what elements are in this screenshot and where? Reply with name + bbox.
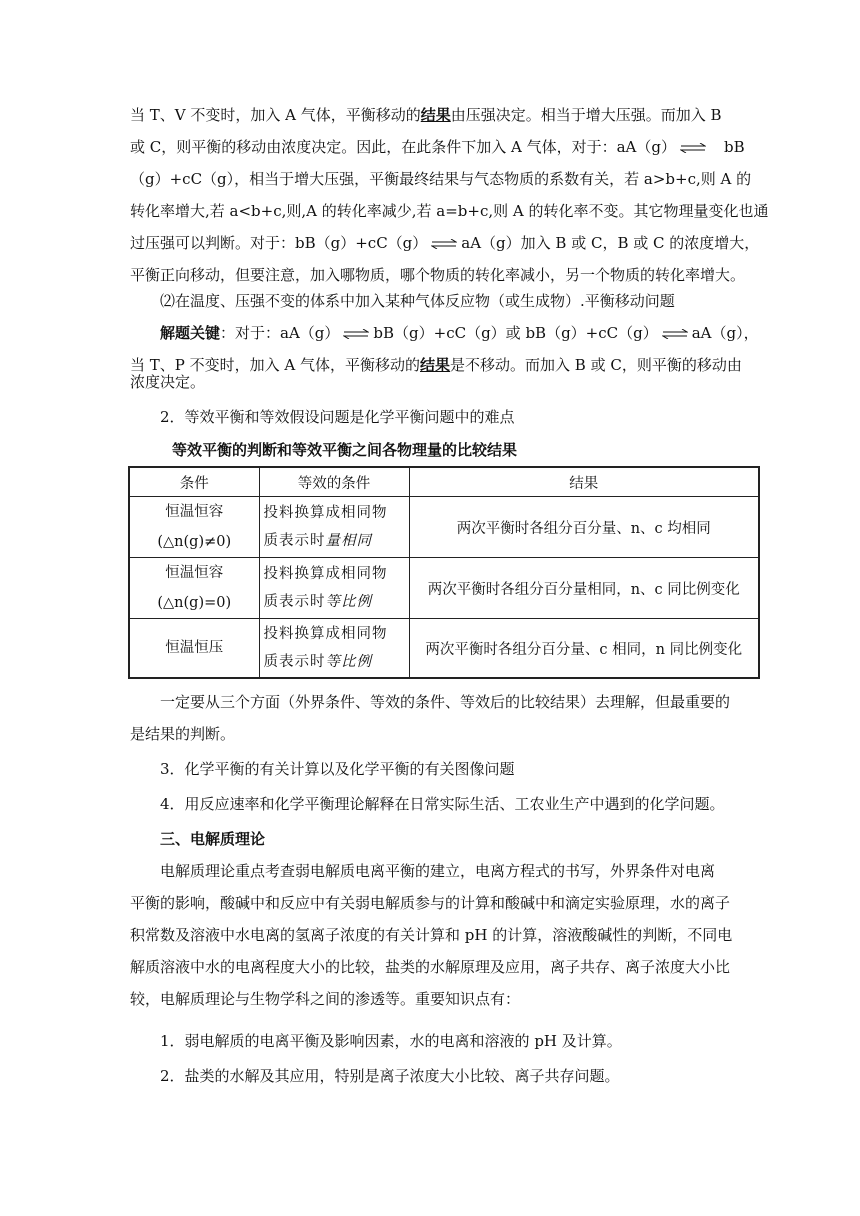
item-2: 2．等效平衡和等效假设问题是化学平衡问题中的难点 — [160, 408, 515, 426]
condition-cell: 恒温恒压 — [129, 619, 259, 679]
item-3: 3．化学平衡的有关计算以及化学平衡的有关图像问题 — [160, 760, 515, 778]
text: aA（g）， — [691, 324, 759, 342]
equilibrium-arrow-icon — [343, 329, 369, 339]
p1-line-4: 转化率增大,若 a<b+c,则,A 的转化率减少,若 a=b+c,则 A 的转化率不变。其它物理量变化也通 — [130, 202, 769, 220]
table-row — [129, 619, 759, 679]
table-row — [129, 497, 759, 558]
sec3-line-4: 解质溶液中水的电离程度大小的比较，盐类的水解原理及应用，离子共存、离子浓度大小比 — [130, 958, 731, 976]
equivalence-cell: 投料换算成相同物 质表示时等比例 — [259, 619, 409, 679]
text: aA（g）加入 B 或 C，B 或 C 的浓度增大， — [461, 234, 760, 252]
p2-line-1 — [130, 323, 762, 343]
p1-line-6: 平衡正向移动，但要注意，加入哪物质，哪个物质的转化率减小，另一个物质的转化率增大。 — [130, 266, 746, 284]
sec3-line-2: 平衡的影响，酸碱中和反应中有关弱电解质参与的计算和酸碱中和滴定实验原理，水的离子 — [130, 894, 731, 912]
knowledge-point-1: 1．弱电解质的电离平衡及影响因素，水的电离和溶液的 pH 及计算。 — [160, 1032, 622, 1050]
sec3-line-1: 电解质理论重点考查弱电解质电离平衡的建立，电离方程式的书写，外界条件对电离 — [160, 862, 716, 880]
text: 当 T、V 不变时，加入 A 气体，平衡移动的 — [130, 106, 421, 124]
text: 是不移动。而加入 B 或 C，则平衡的移动由 — [450, 356, 742, 374]
p1-line-3: （g）+cC（g），相当于增大压强，平衡最终结果与气态物质的系数有关，若 a>b+c,则 A 的 — [130, 170, 752, 188]
text: 或 C，则平衡的移动由浓度决定。因此，在此条件下加入 A 气体，对于：aA（g） — [130, 138, 676, 156]
result-cell: 两次平衡时各组分百分量相同，n、c 同比例变化 — [409, 558, 759, 619]
text: 由压强决定。相当于增大压强。而加入 B — [450, 106, 722, 124]
underlined-keyword: 结果 — [420, 106, 451, 124]
text: bB — [724, 138, 745, 156]
equivalence-cell: 投料换算成相同物 质表示时等比例 — [259, 558, 409, 619]
p2-line-3: 浓度决定。 — [130, 373, 206, 391]
sec3-line-3: 积常数及溶液中水电离的氢离子浓度的有关计算和 pH 的计算，溶液酸碱性的判断，不同电 — [130, 926, 733, 944]
text: ：对于：aA（g） — [220, 324, 340, 342]
note-line-1: 一定要从三个方面（外界条件、等效的条件、等效后的比较结果）去理解，但最重要的 — [160, 693, 731, 711]
equivalence-cell: 投料换算成相同物 质表示时量相同 — [259, 497, 409, 558]
p1-line-1 — [130, 105, 762, 125]
header-cell: 条件 — [129, 467, 259, 497]
section-heading: 三、电解质理论 — [160, 830, 266, 848]
result-cell: 两次平衡时各组分百分量、c 相同，n 同比例变化 — [409, 619, 759, 679]
underlined-keyword: 结果 — [420, 356, 451, 374]
knowledge-point-2: 2．盐类的水解及其应用，特别是离子浓度大小比较、离子共存问题。 — [160, 1067, 620, 1085]
condition-cell: 恒温恒容 (△n(g)=0) — [129, 558, 259, 619]
text: bB（g）+cC（g）或 bB（g）+cC（g） — [373, 324, 658, 342]
table-row — [129, 558, 759, 619]
result-cell: 两次平衡时各组分百分量、n、c 均相同 — [409, 497, 759, 558]
item-4: 4．用反应速率和化学平衡理论解释在日常实际生活、工农业生产中遇到的化学问题。 — [160, 795, 725, 813]
text: 当 T、P 不变时，加入 A 气体，平衡移动的 — [130, 356, 421, 374]
table-header-row — [129, 467, 759, 497]
note-line-2: 是结果的判断。 — [130, 725, 236, 743]
p2-title: ⑵在温度、压强不变的体系中加入某种气体反应物（或生成物）.平衡移动问题 — [160, 292, 675, 310]
p1-line-2 — [130, 137, 762, 157]
key-label: 解题关键 — [160, 324, 221, 342]
equilibrium-arrow-icon — [680, 143, 706, 153]
table-caption: 等效平衡的判断和等效平衡之间各物理量的比较结果 — [172, 441, 518, 459]
p1-line-5 — [130, 233, 762, 253]
condition-cell: 恒温恒容 (△n(g)≠0) — [129, 497, 259, 558]
equilibrium-arrow-icon — [431, 239, 457, 249]
text: 过压强可以判断。对于：bB（g）+cC（g） — [130, 234, 428, 252]
header-cell: 结果 — [409, 467, 759, 497]
equivalence-table — [128, 466, 760, 679]
equilibrium-arrow-icon — [662, 329, 688, 339]
sec3-line-5: 较，电解质理论与生物学科之间的渗透等。重要知识点有： — [130, 990, 521, 1008]
header-cell: 等效的条件 — [259, 467, 409, 497]
